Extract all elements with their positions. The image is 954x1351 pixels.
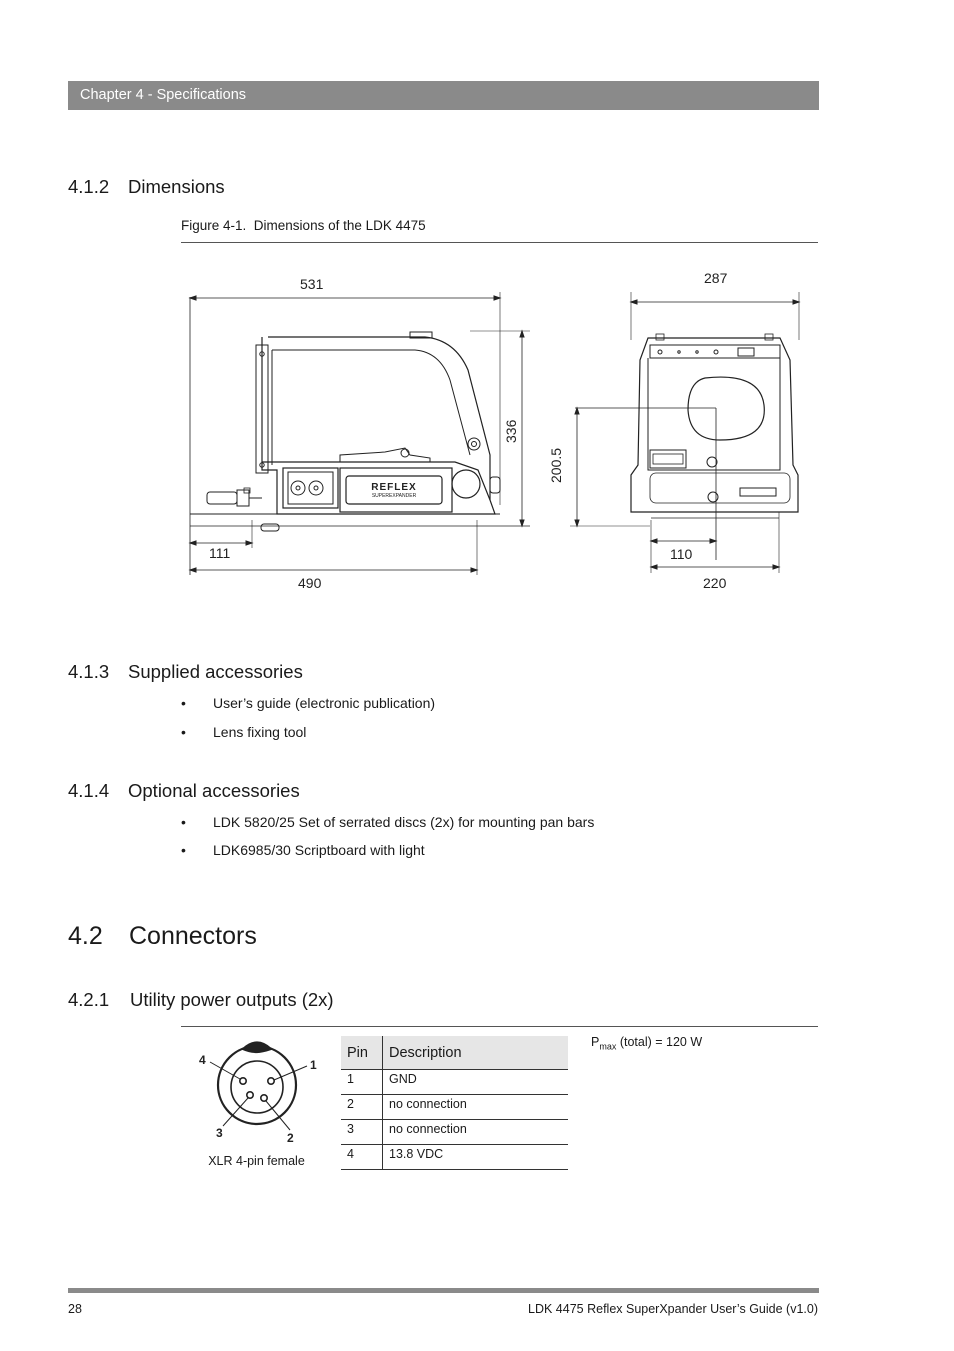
cell-description: GND (383, 1070, 569, 1095)
section-number: 4.2.1 (68, 989, 110, 1010)
section-heading-optional (68, 780, 300, 802)
table-header-row (341, 1036, 568, 1070)
figure-title: Dimensions of the LDK 4475 (253, 218, 426, 233)
figure-label: Figure 4-1. (181, 218, 247, 233)
list-item: • User’s guide (electronic publication) (181, 695, 436, 711)
section-heading-power (68, 989, 334, 1011)
section-title: Supplied accessories (128, 661, 303, 682)
supplied-list (181, 695, 781, 752)
section-heading-connectors (68, 922, 257, 951)
cell-pin: 3 (341, 1120, 383, 1145)
chapter-header (68, 81, 819, 110)
pmax-note (591, 1035, 702, 1052)
list-item: • LDK 5820/25 Set of serrated discs (2x) for mounting pan bars (181, 814, 595, 830)
table-row (341, 1095, 568, 1120)
pin-label-3: 3 (216, 1126, 223, 1140)
cell-description: 13.8 VDC (383, 1145, 569, 1170)
section-number: 4.1.4 (68, 780, 110, 801)
cell-description: no connection (383, 1095, 569, 1120)
pmax-subscript: max (599, 1041, 617, 1052)
device-brand: REFLEX (371, 482, 417, 493)
list-item: • Lens fixing tool (181, 724, 307, 740)
pmax-symbol: P (591, 1035, 600, 1049)
optional-list (181, 814, 801, 870)
section-title: Dimensions (128, 176, 225, 197)
dim-height: 336 (503, 419, 519, 443)
section-title: Connectors (129, 922, 257, 950)
section-number: 4.1.3 (68, 661, 110, 682)
pmax-value: (total) = 120 W (616, 1035, 703, 1049)
dim-center-height: 200.5 (548, 447, 564, 483)
page-number: 28 (68, 1302, 82, 1316)
section-number: 4.2 (68, 922, 103, 950)
device-model: SUPEREXPANDER (371, 493, 417, 499)
section-heading-supplied (68, 661, 303, 683)
cell-pin: 4 (341, 1145, 383, 1170)
table-row (341, 1120, 568, 1145)
section-heading-dimensions (68, 176, 225, 198)
dim-front-offset: 111 (209, 545, 231, 561)
table-row (341, 1070, 568, 1095)
document-title: LDK 4475 Reflex SuperXpander User’s Guide (v1.0) (528, 1302, 818, 1316)
section-rule (181, 1026, 818, 1027)
section-number: 4.1.2 (68, 176, 110, 197)
connector-caption: XLR 4-pin female (208, 1154, 305, 1168)
pin-label-4: 4 (199, 1053, 206, 1067)
xlr-connector-diagram (190, 1032, 330, 1147)
cell-pin: 2 (341, 1095, 383, 1120)
dimension-drawing (180, 260, 820, 600)
pin-table (341, 1036, 568, 1170)
footer-bar (68, 1288, 819, 1293)
dim-base-length: 490 (298, 575, 322, 591)
section-title: Optional accessories (128, 780, 300, 801)
section-title: Utility power outputs (2x) (130, 989, 334, 1010)
column-header-pin: Pin (341, 1036, 383, 1070)
dim-base-width: 220 (703, 575, 727, 591)
cell-description: no connection (383, 1120, 569, 1145)
table-row (341, 1145, 568, 1170)
pin-label-1: 1 (310, 1058, 317, 1072)
side-view (190, 292, 530, 575)
list-item: • LDK6985/30 Scriptboard with light (181, 842, 425, 858)
chapter-title: Chapter 4 - Specifications (80, 87, 247, 103)
dim-half-base: 110 (670, 546, 693, 562)
cell-pin: 1 (341, 1070, 383, 1095)
pin-label-2: 2 (287, 1131, 294, 1145)
column-header-description: Description (383, 1036, 569, 1070)
dim-rear-width: 287 (704, 270, 728, 286)
rear-view (570, 292, 799, 573)
figure-caption (181, 218, 818, 243)
dim-width-total: 531 (300, 276, 324, 292)
